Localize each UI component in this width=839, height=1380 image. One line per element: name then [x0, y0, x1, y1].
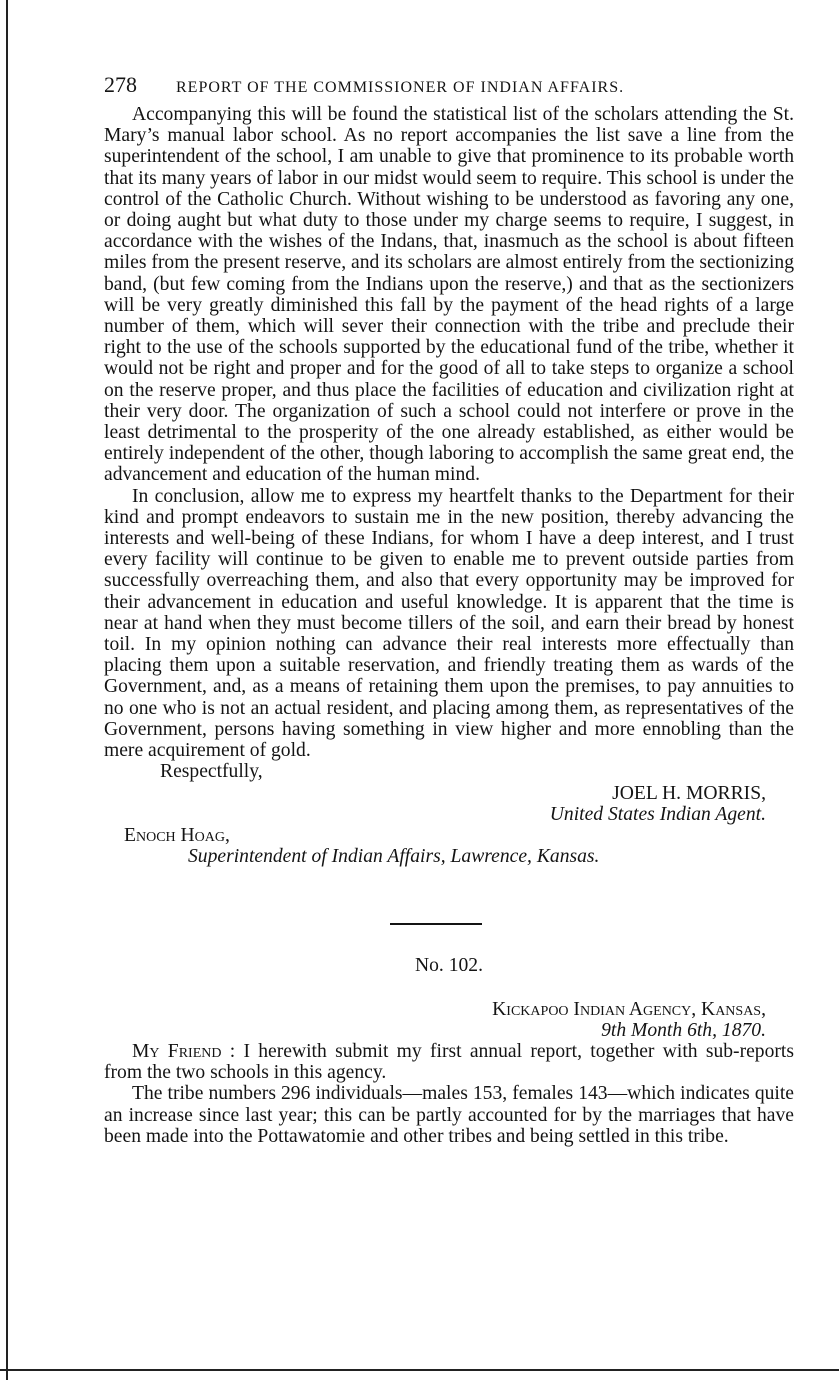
- page-edge-bottom: [0, 1369, 839, 1371]
- document-number: No. 102.: [414, 955, 484, 977]
- report-date: 9th Month 6th, 1870.: [601, 1019, 766, 1041]
- document-page: [104, 74, 794, 1147]
- salutation: My Friend :: [132, 1040, 236, 1062]
- addressee-name: Enoch Hoag,: [124, 824, 230, 846]
- page-number: 278: [104, 72, 137, 97]
- addressee-office: Superintendent of Indian Affairs, Lawrence, Kansas.: [188, 846, 600, 868]
- report-paragraph-1-text: I herewith submit my first annual report, together with sub-reports from the two schools in this agency.: [104, 1040, 794, 1084]
- signature-block: [104, 761, 794, 867]
- running-head: [104, 74, 794, 104]
- section-divider: [390, 923, 482, 925]
- signer-name: JOEL H. MORRIS,: [612, 782, 766, 804]
- page-edge-left: [6, 0, 8, 1380]
- signer-title: United States Indian Agent.: [549, 803, 766, 825]
- running-head-title: REPORT OF THE COMMISSIONER OF INDIAN AFFAIRS.: [176, 79, 625, 96]
- agency-heading: Kickapoo Indian Agency, Kansas,: [492, 998, 766, 1020]
- closing: Respectfully,: [160, 761, 263, 783]
- report-paragraph-1: [104, 1041, 794, 1083]
- body-paragraph-2: In conclusion, allow me to express my heartfelt thanks to the Department for their kind and prompt endeavors to sustain me in the new position, thereby advancing the interests and well-being of these Indians, for whom I have a deep interest, and I trust every facility will continue to be given to enable me to prevent outside parties from successfully overreaching them, and also that every opportunity may be improved for their advancement in education and useful knowledge. It is apparent that the time is near at hand when they must become tillers of the soil, and earn their bread by honest toil. In my opinion nothing can advance their real interests more effectually than placing them upon a suitable reservation, and friendly treating them as wards of the Government, and, as a means of retaining them upon the premises, to pay annuities to no one who is not an actual resident, and placing among them, as representatives of the Government, persons having something in view higher and more ennobling than the mere acquirement of gold.: [104, 485, 794, 762]
- report-paragraph-2: The tribe numbers 296 individuals—males 153, females 143—which indicates quite an increase since last year; this can be partly accounted for by the marriages that have been made into the Pottawatomie and other tribes and being settled in this tribe.: [104, 1083, 794, 1147]
- body-paragraph-1: Accompanying this will be found the statistical list of the scholars attending the St. Mary’s manual labor school. As no report accompanies the list save a line from the superintendent of the school, I am unable to give that prominence to its probable worth that its many years of labor in our midst would seem to require. This school is under the control of the Catholic Church. Without wishing to be understood as favoring any one, or doing aught but what duty to those under my charge seems to require, I suggest, in accordance with the wishes of the Indans, that, inasmuch as the school is about fifteen miles from the present reserve, and its scholars are almost entirely from the sectionizing band, (but few coming from the Indians upon the reserve,) and that as the sectionizers will be very greatly diminished this fall by the payment of the head rights of a large number of them, which will sever their connection with the tribe and preclude their right to the use of the schools supported by the educational fund of the tribe, whether it would not be right and proper and for the good of all to take steps to organize a school on the reserve proper, and thus place the facilities of education and civilization right at their very door. The organization of such a school could not interfere or prove in the least detrimental to the prosperity of the one already established, as either would be entirely independent of the other, though laboring to accomplish the same great end, the advancement and education of the human mind.: [104, 104, 794, 486]
